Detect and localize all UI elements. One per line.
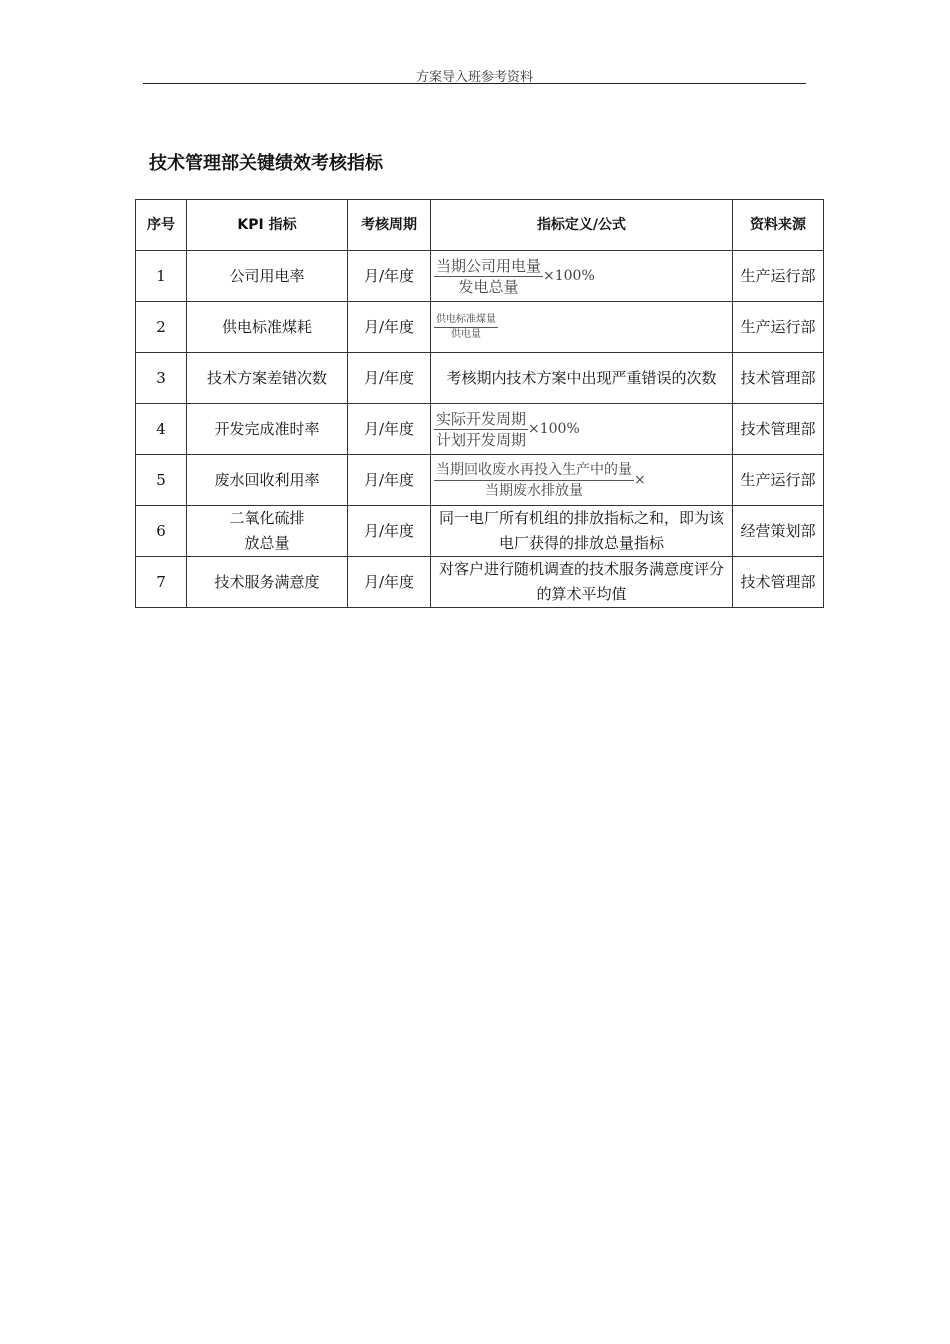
row-number: 3 bbox=[136, 353, 187, 404]
row-number: 6 bbox=[136, 506, 187, 557]
formula-suffix: ×100% bbox=[528, 420, 580, 437]
kpi-name: 废水回收利用率 bbox=[187, 455, 348, 506]
kpi-formula-cell bbox=[431, 302, 733, 353]
fraction bbox=[434, 409, 528, 450]
kpi-source: 生产运行部 bbox=[733, 455, 824, 506]
table-row bbox=[136, 506, 824, 557]
kpi-source: 生产运行部 bbox=[733, 251, 824, 302]
table-row bbox=[136, 302, 824, 353]
column-header-kpi: KPI 指标 bbox=[187, 200, 348, 251]
formula-suffix: ×100% bbox=[543, 267, 595, 284]
kpi-definition: 对客户进行随机调查的技术服务满意度评分的算术平均值 bbox=[431, 557, 733, 608]
table-header-row bbox=[136, 200, 824, 251]
fraction bbox=[434, 460, 634, 501]
kpi-name: 开发完成准时率 bbox=[187, 404, 348, 455]
fraction bbox=[434, 256, 543, 297]
header-rule bbox=[143, 83, 806, 84]
kpi-name: 技术方案差错次数 bbox=[187, 353, 348, 404]
kpi-source: 生产运行部 bbox=[733, 302, 824, 353]
column-header-period: 考核周期 bbox=[348, 200, 431, 251]
fraction bbox=[434, 313, 498, 342]
kpi-name: 供电标准煤耗 bbox=[187, 302, 348, 353]
kpi-source: 技术管理部 bbox=[733, 404, 824, 455]
row-number: 7 bbox=[136, 557, 187, 608]
row-number: 1 bbox=[136, 251, 187, 302]
kpi-name: 公司用电率 bbox=[187, 251, 348, 302]
formula bbox=[434, 256, 729, 297]
page-header-text: 方案导入班参考资料 bbox=[415, 70, 533, 85]
row-number: 4 bbox=[136, 404, 187, 455]
kpi-period: 月/年度 bbox=[348, 251, 431, 302]
kpi-period: 月/年度 bbox=[348, 302, 431, 353]
fraction-numerator: 当期回收废水再投入生产中的量 bbox=[434, 460, 634, 481]
fraction-denominator: 发电总量 bbox=[458, 277, 519, 296]
kpi-table bbox=[135, 199, 824, 608]
fraction-numerator: 实际开发周期 bbox=[436, 409, 527, 428]
table-row bbox=[136, 251, 824, 302]
kpi-period: 月/年度 bbox=[348, 455, 431, 506]
kpi-period: 月/年度 bbox=[348, 557, 431, 608]
kpi-period: 月/年度 bbox=[348, 506, 431, 557]
kpi-source: 技术管理部 bbox=[733, 557, 824, 608]
table-row bbox=[136, 353, 824, 404]
kpi-name: 技术服务满意度 bbox=[187, 557, 348, 608]
kpi-definition: 同一电厂所有机组的排放指标之和，即为该电厂获得的排放总量指标 bbox=[431, 506, 733, 557]
column-header-definition: 指标定义/公式 bbox=[431, 200, 733, 251]
column-header-source: 资料来源 bbox=[733, 200, 824, 251]
column-header-no: 序号 bbox=[136, 200, 187, 251]
fraction-denominator: 供电量 bbox=[451, 328, 481, 340]
kpi-formula-cell bbox=[431, 404, 733, 455]
row-number: 2 bbox=[136, 302, 187, 353]
document-title: 技术管理部关键绩效考核指标 bbox=[149, 153, 383, 174]
formula bbox=[434, 460, 732, 501]
fraction-denominator: 当期废水排放量 bbox=[485, 482, 583, 499]
kpi-name: 二氧化硫排放总量 bbox=[187, 506, 348, 557]
kpi-formula-cell bbox=[431, 455, 733, 506]
table-row bbox=[136, 455, 824, 506]
formula bbox=[434, 409, 729, 450]
formula bbox=[434, 313, 729, 342]
table-row bbox=[136, 557, 824, 608]
kpi-source: 技术管理部 bbox=[733, 353, 824, 404]
kpi-period: 月/年度 bbox=[348, 404, 431, 455]
formula-suffix: × bbox=[634, 471, 646, 488]
kpi-source: 经营策划部 bbox=[733, 506, 824, 557]
row-number: 5 bbox=[136, 455, 187, 506]
fraction-numerator: 供电标准煤量 bbox=[434, 313, 498, 328]
kpi-period: 月/年度 bbox=[348, 353, 431, 404]
fraction-numerator: 当期公司用电量 bbox=[436, 256, 542, 275]
kpi-definition: 考核期内技术方案中出现严重错误的次数 bbox=[431, 353, 733, 404]
table-row bbox=[136, 404, 824, 455]
kpi-formula-cell bbox=[431, 251, 733, 302]
fraction-denominator: 计划开发周期 bbox=[436, 430, 527, 449]
